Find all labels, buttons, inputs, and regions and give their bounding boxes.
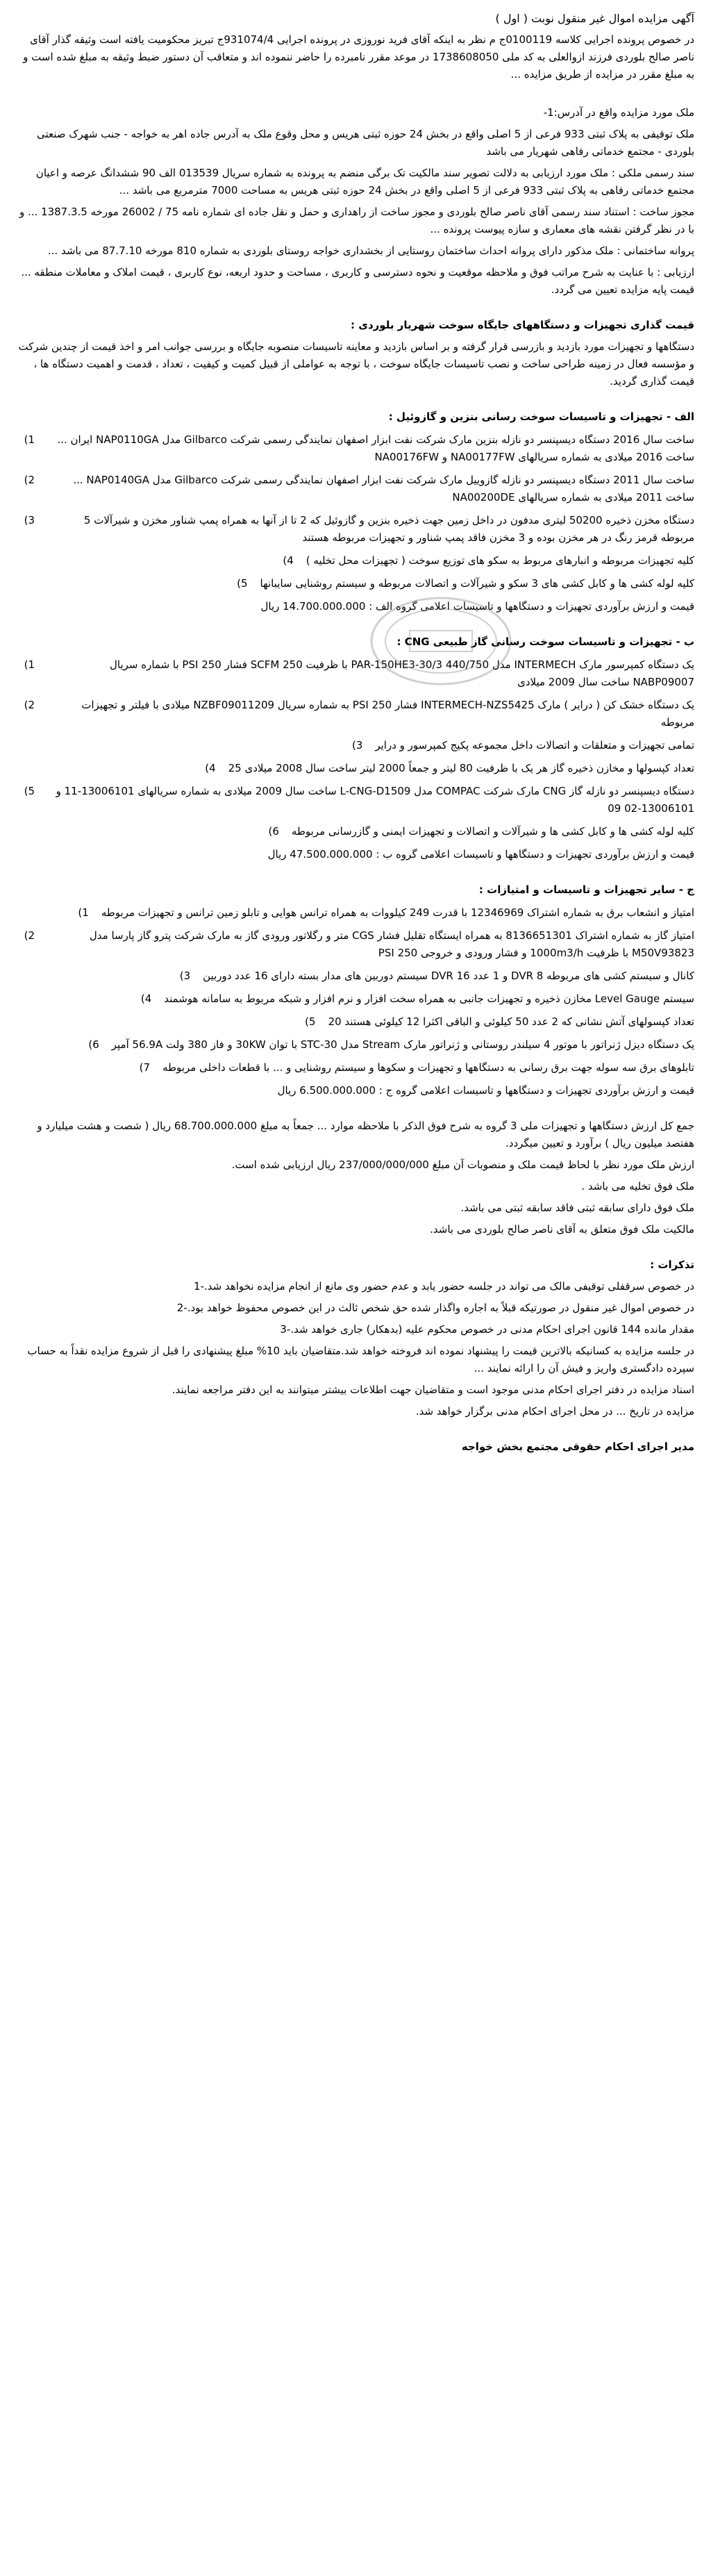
conditions-list	[17, 1278, 694, 1420]
list-item	[17, 512, 694, 547]
list-item: اسناد مزایده در دفتر اجرای احکام مدنی موجود است و متقاضیان جهت اطلاعات بیشتر میتوانند به این دفتر مراجعه نمایند.	[172, 1383, 694, 1396]
list-item	[17, 760, 694, 777]
list-item	[17, 823, 694, 840]
auction-notice	[8, 0, 703, 1474]
item-text: کلیه لوله کشی ها و کابل کشی های 3 سکو و شیرآلات و اتصالات مربوطه و سیستم روشنایی سایبانها	[260, 577, 694, 590]
notice-title: آگهی مزایده اموال غیر منقول نوبت ( اول )	[495, 12, 694, 25]
final-value: ارزش ملک مورد نظر با لحاظ قیمت ملک و منصوبات آن مبلغ 237/000/000/000 ریال ارزیابی شده است.	[231, 1158, 694, 1171]
list-item: در جلسه مزایده به کسانیکه بالاترین قیمت را پیشنهاد نموده اند فروخته خواهد شد.متقاضیان باید 10% مبلغ پیشنهادی را قبل از شروع مزایده نقداً به حساب سپرده دادگستری واریز و فیش آن را ارائه نمایند ...	[27, 1345, 694, 1374]
list-item	[17, 967, 694, 985]
equipment-intro: دستگاهها و تجهیزات مورد بازدید و بازرسی قرار گرفته و بر اساس بازدید و معاینه تاسیسات منصوبه جایگاه و بررسی جوانب امر و اخذ قیمت از چندین شرکت و مؤسسه فعال در زمینه طراحی ساخت و نصب تاسیسات جایگاه سوخت ، با توجه به عواملی از قبیل کمیت و کیفیت ، تعداد ، قدمت و اهمیت دستگاه ها ، قیمت گذاری گردید.	[18, 340, 694, 388]
item-number: 5)	[237, 577, 248, 590]
list-item	[17, 656, 694, 691]
section-a-total: قیمت و ارزش برآوردی تجهیزات و دستگاهها و تاسیسات اعلامی گروه الف : 14.700.000.000 ریال	[260, 600, 694, 613]
section-b-total: قیمت و ارزش برآوردی تجهیزات و دستگاهها و تاسیسات اعلامی گروه ب : 47.500.000.000 ریال	[267, 848, 694, 861]
item-number: 1)	[24, 433, 35, 446]
list-item	[17, 472, 694, 506]
section-c-heading: ج - سایر تجهیزات و تاسیسات و امتیازات :	[478, 883, 694, 896]
item-text: امتیاز گاز به شماره اشتراک 8136651301 به همراه ایستگاه تقلیل فشار CGS متر و رگلاتور ورودی گاز به مارک شرکت پترو گاز پارسا مدل M50V93823 با ظرفیت 1000m3/h و فشار ورودی و خروجی 250 PSI	[89, 929, 694, 959]
list-item	[17, 783, 694, 817]
conditions-heading: تذکرات :	[650, 1258, 694, 1271]
item-number: 6)	[268, 825, 279, 838]
equipment-heading: قیمت گذاری تجهیزات و دستگاههای جایگاه سوخت شهریار بلوردی :	[351, 319, 694, 331]
signature: مدیر اجرای احکام حقوقی مجتمع بخش خواجه	[461, 1440, 694, 1453]
list-item: ملک فوق دارای سابقه ثبتی فاقد سابقه ثبتی می باشد.	[460, 1202, 694, 1214]
list-item	[17, 904, 694, 922]
item-text: ساخت سال 2016 دستگاه دیسپنسر دو نازله بنزین مارک شرکت نفت ابزار اصفهان نمایندگی رسمی شرکت Gilbarco مدل NAP0110GA ایران ... ساخت 2016 میلادی به شماره سریالهای NA00177FW و NA00176FW	[57, 433, 694, 463]
item-text: تابلوهای برق سه سوله جهت برق رسانی به دستگاهها و تجهیزات و سکوها و سیستم روشنایی و ... با قطعات داخلی مربوطه	[162, 1061, 694, 1074]
property-heading: ملک مورد مزایده واقع در آدرس:1-	[543, 106, 694, 119]
item-number: 3)	[179, 970, 191, 982]
list-item: مقدار مانده 144 قانون اجرای احکام مدنی در خصوص محکوم علیه (بدهکار) جاری خواهد شد.-3	[280, 1323, 694, 1336]
item-text: کلیه تجهیزات مربوطه و انبارهای مربوط به سکو های توزیع سوخت ( تجهیزات محل تخلیه )	[306, 554, 694, 567]
list-item	[17, 1013, 694, 1031]
list-item: مالکیت ملک فوق متعلق به آقای ناصر صالح بلوردی می باشد.	[430, 1223, 694, 1236]
section-b-items	[17, 656, 694, 840]
item-number: 7)	[139, 1061, 151, 1074]
item-text: تعداد کپسولها و مخازن ذخیره گاز هر یک با ظرفیت 80 لیتر و جمعاً 2000 لیتر ساخت سال 2008 میلادی 25	[228, 762, 694, 774]
item-number: 5)	[305, 1015, 316, 1028]
item-text: یک دستگاه کمپرسور مارک INTERMECH مدل PAR-150HE3-30/3 440/750 با ظرفیت 250 SCFM فشار 250 PSI با شماره سریال NABP09007 ساخت سال 2009 میلادی	[109, 658, 694, 688]
item-text: کانال و سیستم کشی های مربوطه DVR 8 و 1 عدد DVR 16 سیستم دوربین های مدار بسته دارای 16 عدد دوربین	[203, 970, 694, 982]
item-number: 2)	[24, 474, 35, 486]
item-text: دستگاه مخزن ذخیره 50200 لیتری مدفون در داخل زمین جهت ذخیره بنزین و گازوئیل که 2 تا از آنها به همراه پمپ شناور مخزن و شیرآلات 5 مربوطه قرمز رنگ در هر مخزن بوده و 3 مخزن فاقد پمپ شناور و تجهیزات مربوطه هستند	[83, 514, 694, 544]
item-number: 6)	[88, 1038, 99, 1051]
item-text: تمامی تجهیزات و متعلقات و اتصالات داخل مجموعه پکیج کمپرسور و درایر	[375, 739, 694, 751]
list-item: مزایده در تاریخ ... در محل اجرای احکام مدنی برگزار خواهد شد.	[415, 1405, 694, 1418]
list-item: در خصوص اموال غیر منقول در صورتیکه قبلاً به اجاره واگذار شده حق شخص ثالث در این خصوص محفوظ خواهد بود.-2	[176, 1302, 694, 1314]
section-c	[17, 881, 694, 1099]
section-a-items	[17, 431, 694, 592]
property-permit: مجوز ساخت : استناد سند رسمی آقای ناصر صالح بلوردی و مجوز ساخت از راهداری و حمل و نقل جاده ای شماره نامه 75 / 26002 مورخه 1387.3.5 ... و با در نظر گرفتن نقشه های معماری و سازه پیوست پرونده ...	[19, 206, 694, 235]
grand-total: جمع کل ارزش دستگاهها و تجهیزات ملی 3 گروه به شرح فوق الذکر با ملاحظه موارد ... جمعاً به مبلغ 68.700.000.000 ریال ( شصت و هشت میلیارد و هفتصد میلیون ریال ) برآورد و تعیین میگردد.	[37, 1120, 694, 1149]
section-a	[17, 408, 694, 615]
section-c-items	[17, 904, 694, 1077]
item-text: امتیاز و انشعاب برق به شماره اشتراک 12346969 با قدرت 249 کیلووات به همراه ترانس هوایی و تابلو زمین ترانس و تجهیزات مربوطه	[101, 906, 694, 919]
section-a-heading: الف - تجهیزات و تاسیسات سوخت رسانی بنزین و گازوئیل :	[388, 410, 694, 423]
list-item	[17, 927, 694, 962]
item-text: دستگاه دیسپنسر دو نازله گاز CNG مارک شرکت COMPAC مدل L-CNG-D1509 ساخت سال 2009 میلادی به شماره سریالهای 13006101-11 و 13006101-02 09	[56, 785, 694, 815]
list-item	[17, 1036, 694, 1054]
list-item	[17, 431, 694, 466]
notes-list	[17, 1178, 694, 1238]
item-text: تعداد کپسولهای آتش نشانی که 2 عدد 50 کیلوئی و الباقی اکثرا 12 کیلوئی هستند 20	[328, 1015, 694, 1028]
item-number: 3)	[351, 739, 363, 751]
property-building-license: پروانه ساختمانی : ملک مذکور دارای پروانه احداث ساختمان روستایی از بخشداری خواجه روستای بلوردی به شماره 810 مورخه 87.7.10 می باشد ...	[47, 244, 694, 257]
property-deed: سند رسمی ملکی : ملک مورد ارزیابی به دلالت تصویر سند مالکیت تک برگی منضم به پرونده به شماره سریال 013539 الف 90 ششدانگ عرصه و اعیان مجتمع خدماتی رفاهی به پلاک ثبتی 933 فرعی از 5 اصلی واقع در بخش 24 حوزه ثبتی هریس به مساحت 7000 مترمربع می باشد ...	[35, 167, 694, 197]
item-number: 4)	[205, 762, 216, 774]
list-item	[17, 1059, 694, 1077]
item-number: 5)	[24, 785, 35, 797]
section-b-heading: ب - تجهیزات و تاسیسات سوخت رسانی گاز طبیعی CNG :	[396, 635, 694, 648]
property-location: ملک توقیفی به پلاک ثبتی 933 فرعی از 5 اصلی واقع در بخش 24 حوزه ثبتی هریس و محل وقوع ملک به آدرس جاده اهر به خواجه - جنب شهرک صنعتی بلوردی - مجتمع خدماتی رفاهی شهریار می باشد	[36, 128, 694, 158]
item-text: ساخت سال 2011 دستگاه دیسپنسر دو نازله گازوییل مارک شرکت نفت ابزار اصفهان نمایندگی رسمی شرکت Gilbarco مدل NAP0140GA ... ساخت 2011 میلادی به شماره سریالهای NA00200DE	[73, 474, 694, 504]
list-item	[17, 990, 694, 1008]
item-number: 2)	[24, 929, 35, 942]
item-text: سیستم Level Gauge مخازن ذخیره و تجهیزات جانبی به همراه سخت افزار و نرم افزار و شبکه مربوط به سامانه هوشمند	[164, 992, 694, 1005]
item-number: 4)	[283, 554, 294, 567]
list-item: در خصوص سرقفلی توقیفی مالک می تواند در جلسه حضور یابد و عدم حضور وی مانع از انجام مزایده نخواهد شد.-1	[194, 1280, 694, 1293]
list-item	[17, 737, 694, 754]
list-item	[17, 697, 694, 731]
section-c-total: قیمت و ارزش برآوردی تجهیزات و دستگاهها و تاسیسات اعلامی گروه ج : 6.500.000.000 ریال	[277, 1084, 694, 1097]
item-number: 1)	[24, 658, 35, 671]
item-text: یک دستگاه خشک کن ( درایر ) مارک INTERMECH-NZS5425 فشار 250 PSI به شماره سریال NZBF09011209 میلادی با فیلتر و تجهیزات مربوطه	[81, 699, 694, 729]
list-item	[17, 552, 694, 570]
list-item: ملک فوق تخلیه می باشد .	[581, 1180, 694, 1193]
item-number: 3)	[24, 514, 35, 526]
item-number: 1)	[78, 906, 89, 919]
intro-paragraph: در خصوص پرونده اجرایی کلاسه 0100119ج م نظر به اینکه آقای فرید نوروزی در پرونده اجرایی 931074/4ج تبریز محکومیت یافته است وثیقه گذار آقای ناصر صالح بلوردی فرزند ازوالعلی به کد ملی 1738608050 در موعد مقرر نامبرده را حاضر ننموده اند و متعاقب آن دستور ضبط وثیقه به مبلغ شده است و به مبلغ مقرر در مزایده از طریق مزایده ...	[23, 33, 694, 81]
section-b	[17, 633, 694, 863]
item-text: یک دستگاه دیزل ژنراتور با موتور 4 سیلندر روستانی و ژنراتور مارک Stream مدل STC-30 با توان 30KW و فاز 380 ولت 56.9A آمپر	[111, 1038, 694, 1051]
property-valuation: ارزیابی : با عنایت به شرح مراتب فوق و ملاحظه موقعیت و نحوه دسترسی و کاربری ، مساحت و حدود اربعه، نوع کاربری ، قیمت املاک و معاملات منطقه ... قیمت پایه مزایده تعیین می گردد.	[21, 266, 694, 296]
item-text: کلیه لوله کشی ها و کابل کشی ها و شیرآلات و اتصالات و تجهیزات ایمنی و گازرسانی مربوطه	[291, 825, 694, 838]
item-number: 2)	[24, 699, 35, 711]
list-item	[17, 575, 694, 592]
item-number: 4)	[140, 992, 152, 1005]
